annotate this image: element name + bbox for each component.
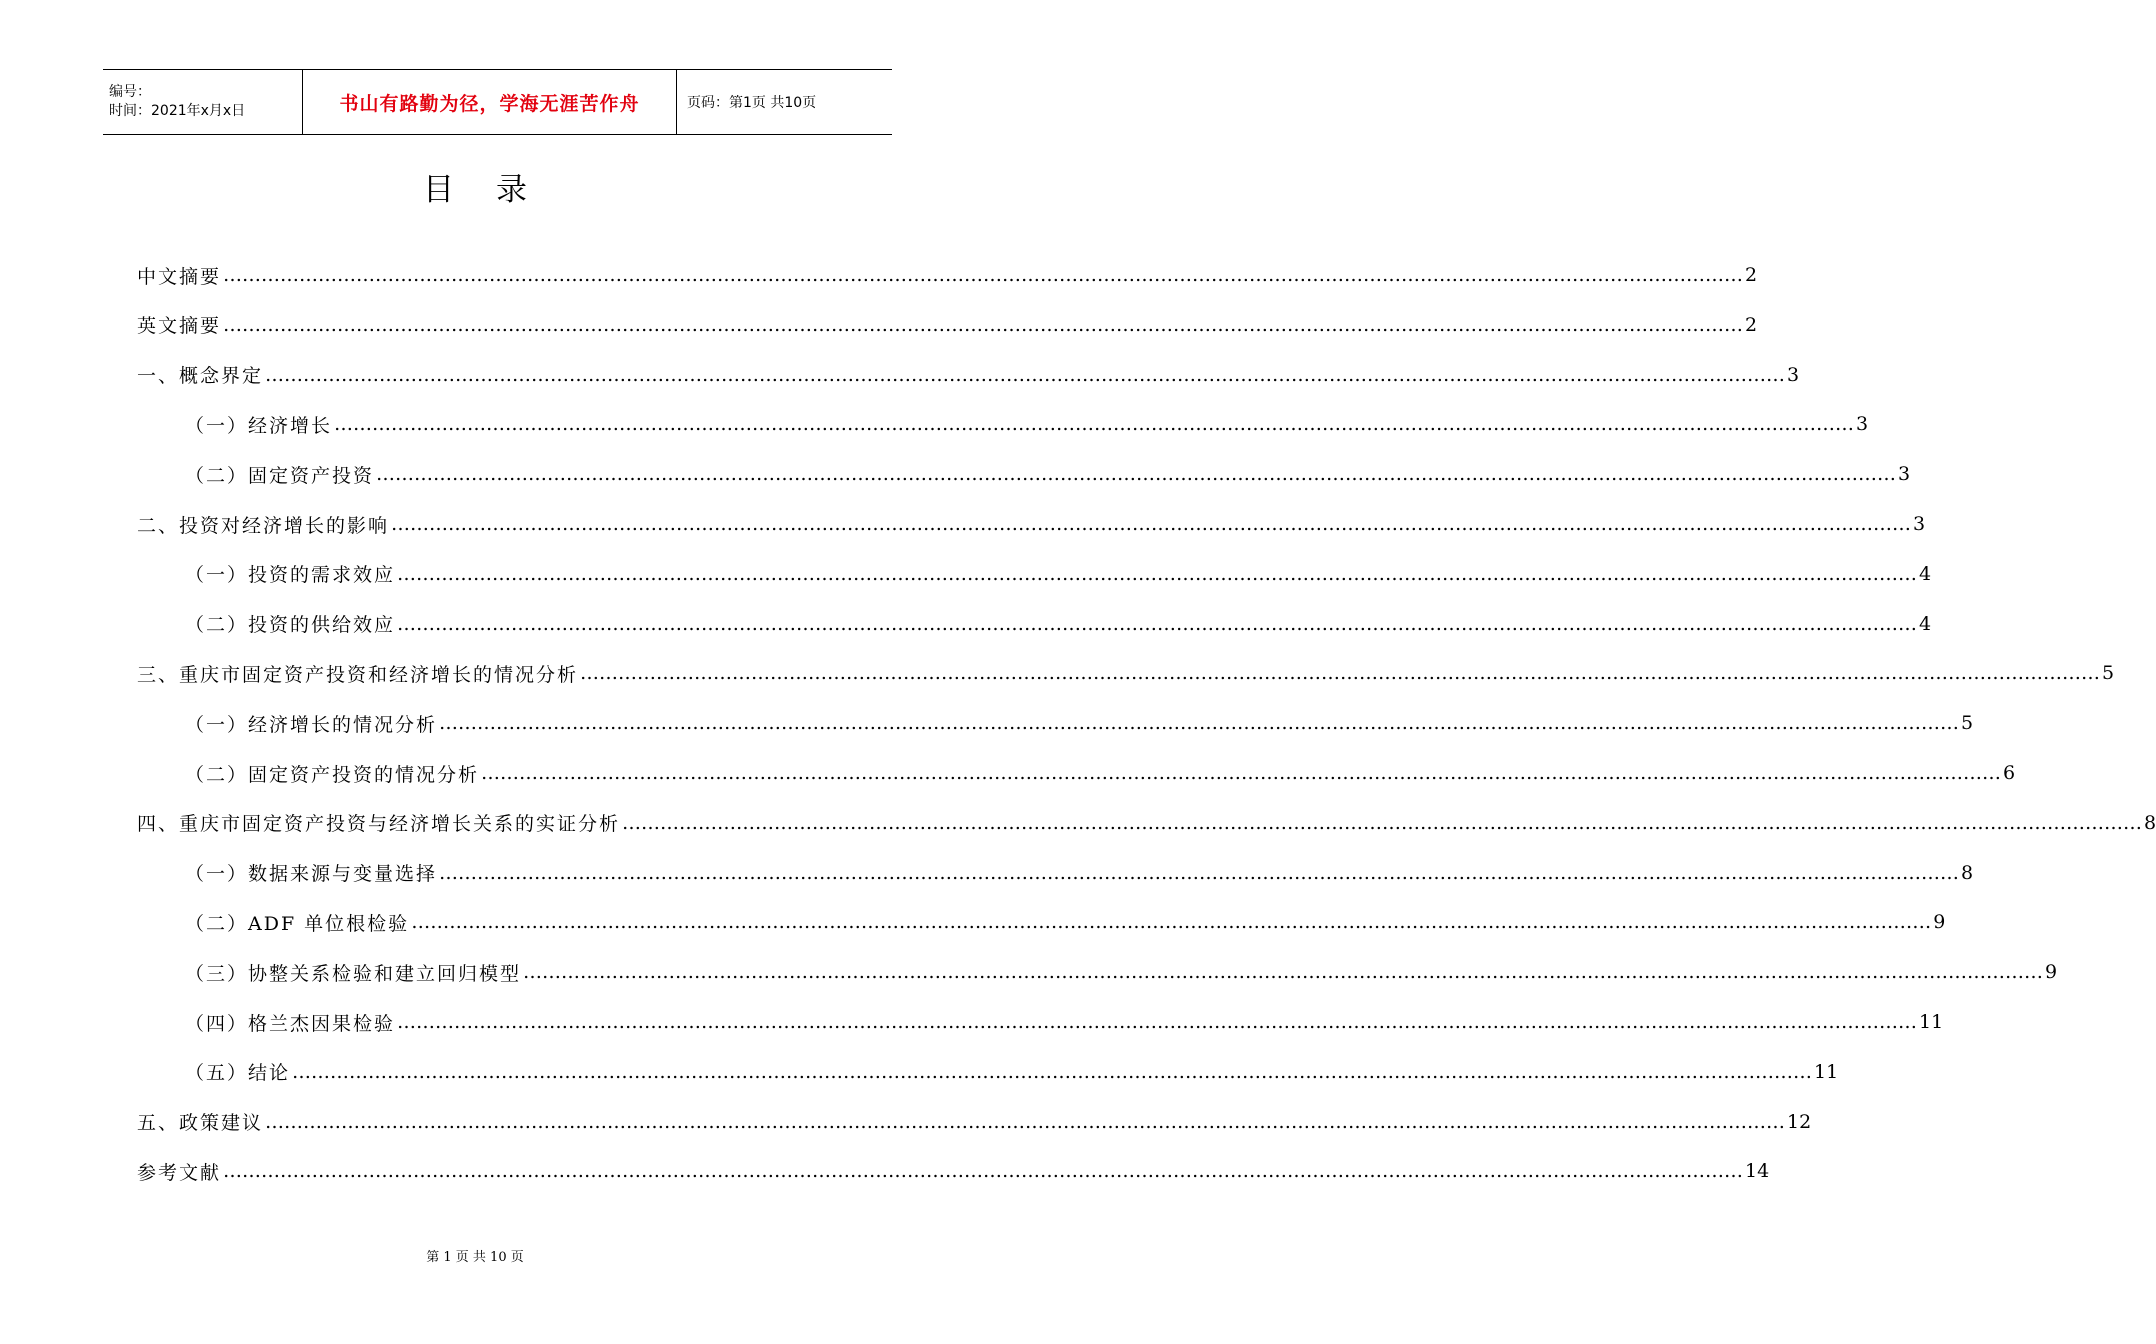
toc-entry[interactable] bbox=[185, 907, 1946, 937]
toc-entry-page: 11 bbox=[1919, 1011, 1944, 1033]
toc-entry-page: 3 bbox=[1898, 463, 1911, 486]
toc-leader-dots: …………………………………………………………………………………………………………………………………………………………………………………………………………………… bbox=[334, 413, 1855, 436]
toc-entry-page: 4 bbox=[1919, 562, 1932, 585]
time-label: 时间：2021年x月x日 bbox=[109, 103, 246, 119]
toc-entry-page: 3 bbox=[1787, 363, 1800, 386]
toc-entry-label: 参考文献 bbox=[137, 1161, 222, 1184]
toc-leader-dots: …………………………………………………………………………………………………………………………………………………………………………………………………………………… bbox=[397, 562, 1918, 585]
toc-entry[interactable] bbox=[137, 509, 1926, 539]
toc-entry-page: 9 bbox=[1933, 911, 1946, 934]
toc-leader-dots: …………………………………………………………………………………………………………………………………………………………………………………………………………………… bbox=[391, 513, 1912, 535]
toc-entry[interactable] bbox=[185, 758, 2016, 788]
toc-entry[interactable] bbox=[137, 1107, 1812, 1137]
toc-entry[interactable] bbox=[137, 1156, 1770, 1186]
toc-entry-label: 五、政策建议 bbox=[137, 1112, 264, 1135]
toc-entry[interactable] bbox=[185, 957, 2058, 987]
toc-entry-label: （一）经济增长的情况分析 bbox=[185, 713, 438, 736]
toc-entry-label: 中文摘要 bbox=[137, 265, 222, 288]
toc-entry-page: 14 bbox=[1745, 1160, 1770, 1183]
toc-entry-label: 二、投资对经济增长的影响 bbox=[137, 514, 390, 537]
toc-entry-page: 12 bbox=[1787, 1110, 1812, 1133]
toc-entry-page: 3 bbox=[1856, 413, 1869, 436]
toc-entry-page: 11 bbox=[1814, 1060, 1839, 1083]
page-header bbox=[103, 69, 892, 135]
toc-entry-page: 2 bbox=[1745, 313, 1758, 336]
toc-leader-dots: …………………………………………………………………………………………………………………………………………………………………………………………………………………… bbox=[265, 363, 1786, 386]
title-char-2: 录 bbox=[496, 172, 527, 208]
toc-entry[interactable] bbox=[185, 1057, 1839, 1087]
toc-entry-page: 8 bbox=[1961, 861, 1974, 884]
number-label: 编号： bbox=[109, 84, 151, 100]
toc-entry-label: （四）格兰杰因果检验 bbox=[185, 1012, 396, 1035]
header-motto-cell bbox=[303, 70, 677, 134]
toc-entry[interactable] bbox=[185, 559, 1932, 589]
toc-entry-label: （二）固定资产投资 bbox=[185, 464, 375, 487]
toc-entry-label: （一）投资的需求效应 bbox=[185, 564, 396, 587]
toc-entry[interactable] bbox=[137, 310, 1758, 340]
toc-entry[interactable] bbox=[185, 409, 1869, 439]
toc-entry-label: （一）数据来源与变量选择 bbox=[185, 863, 438, 886]
toc-entry-label: 英文摘要 bbox=[137, 315, 222, 338]
toc-leader-dots: …………………………………………………………………………………………………………………………………………………………………………………………………………………… bbox=[481, 762, 2002, 784]
toc-leader-dots: …………………………………………………………………………………………………………………………………………………………………………………………………………………… bbox=[376, 463, 1897, 486]
toc-entry[interactable] bbox=[137, 658, 2115, 688]
toc-entry-page: 8 bbox=[2144, 811, 2156, 834]
page-footer: 第 1 页 共 10 页 bbox=[426, 1250, 524, 1265]
toc-leader-dots: …………………………………………………………………………………………………………………………………………………………………………………………………………………… bbox=[223, 313, 1744, 336]
toc-leader-dots: …………………………………………………………………………………………………………………………………………………………………………………………………………………… bbox=[622, 811, 2143, 834]
toc-entry-page: 4 bbox=[1919, 612, 1932, 635]
toc-entry-label: （五）结论 bbox=[185, 1062, 291, 1085]
toc-entry-label: 四、重庆市固定资产投资与经济增长关系的实证分析 bbox=[137, 813, 621, 836]
toc-entry-page: 3 bbox=[1913, 513, 1926, 535]
toc-entry[interactable] bbox=[185, 1007, 1944, 1037]
toc-leader-dots: …………………………………………………………………………………………………………………………………………………………………………………………………………………… bbox=[411, 911, 1932, 934]
page-title bbox=[0, 164, 950, 209]
toc-entry[interactable] bbox=[185, 609, 1932, 639]
toc-leader-dots: …………………………………………………………………………………………………………………………………………………………………………………………………………………… bbox=[397, 612, 1918, 635]
toc-entry[interactable] bbox=[185, 459, 1911, 489]
toc-leader-dots: …………………………………………………………………………………………………………………………………………………………………………………………………………………… bbox=[439, 712, 1960, 735]
toc-leader-dots: …………………………………………………………………………………………………………………………………………………………………………………………………………………… bbox=[523, 961, 2044, 984]
toc-entry[interactable] bbox=[185, 708, 1974, 738]
toc-leader-dots: …………………………………………………………………………………………………………………………………………………………………………………………………………………… bbox=[439, 861, 1960, 884]
toc-leader-dots: …………………………………………………………………………………………………………………………………………………………………………………………………………………… bbox=[397, 1011, 1918, 1033]
toc-entry-page: 5 bbox=[1961, 712, 1974, 735]
toc-entry-page: 6 bbox=[2003, 762, 2016, 784]
toc-entry-page: 5 bbox=[2102, 662, 2115, 685]
toc-leader-dots: …………………………………………………………………………………………………………………………………………………………………………………………………………………… bbox=[292, 1060, 1813, 1083]
toc-entry[interactable] bbox=[137, 260, 1758, 290]
toc-entry-label: （一）经济增长 bbox=[185, 414, 333, 437]
toc-entry-label: （二）ADF 单位根检验 bbox=[185, 912, 410, 935]
header-motto: 书山有路勤为径，学海无涯苦作舟 bbox=[339, 92, 640, 115]
toc-entry[interactable] bbox=[137, 808, 2156, 838]
title-char-1: 目 bbox=[423, 172, 454, 208]
toc-entry-page: 9 bbox=[2045, 961, 2058, 984]
header-page-info: 页码：第1页 共10页 bbox=[687, 95, 817, 111]
toc-entry[interactable] bbox=[185, 858, 1974, 888]
toc-entry-label: 三、重庆市固定资产投资和经济增长的情况分析 bbox=[137, 663, 579, 686]
toc-entry[interactable] bbox=[137, 360, 1800, 390]
toc-entry-page: 2 bbox=[1745, 264, 1758, 286]
toc-entry-label: （二）投资的供给效应 bbox=[185, 614, 396, 637]
toc-entry-label: （二）固定资产投资的情况分析 bbox=[185, 763, 480, 786]
toc-leader-dots: …………………………………………………………………………………………………………………………………………………………………………………………………………………… bbox=[223, 264, 1744, 286]
toc-entry-label: 一、概念界定 bbox=[137, 365, 264, 388]
header-right-cell bbox=[677, 70, 892, 134]
header-left-cell bbox=[103, 70, 303, 134]
toc-leader-dots: …………………………………………………………………………………………………………………………………………………………………………………………………………………… bbox=[265, 1110, 1786, 1133]
toc-leader-dots: …………………………………………………………………………………………………………………………………………………………………………………………………………………… bbox=[580, 662, 2101, 685]
toc-entry-label: （三）协整关系检验和建立回归模型 bbox=[185, 962, 522, 985]
toc-leader-dots: …………………………………………………………………………………………………………………………………………………………………………………………………………………… bbox=[223, 1160, 1744, 1183]
